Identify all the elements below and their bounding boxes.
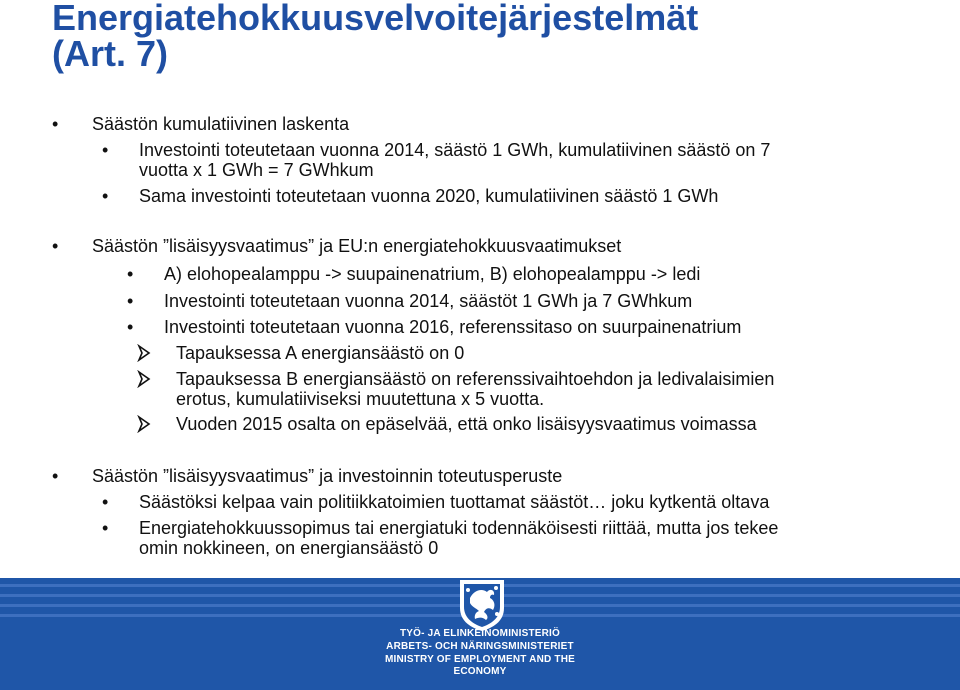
section2-subitem-3: Vuoden 2015 osalta on epäselvää, että onko lisäisyysvaatimus voimassa xyxy=(176,414,757,434)
bullet-icon: • xyxy=(52,236,59,256)
bullet-icon: • xyxy=(102,518,109,538)
section2-heading: Säästön ”lisäisyysvaatimus” ja EU:n energiatehokkuusvaatimukset xyxy=(92,236,622,256)
section3-heading: Säästön ”lisäisyysvaatimus” ja investoinnin toteutusperuste xyxy=(92,466,563,486)
section2-item-2: Investointi toteutetaan vuonna 2014, säästöt 1 GWh ja 7 GWhkum xyxy=(164,291,693,311)
section3-item-1: Säästöksi kelpaa vain politiikkatoimien tuottamat säästöt… joku kytkentä oltava xyxy=(139,492,770,512)
ministry-name-fi: TYÖ- JA ELINKEINOMINISTERIÖ xyxy=(399,628,561,639)
ministry-footer xyxy=(0,578,960,690)
bullet-icon: • xyxy=(102,186,109,206)
bullet-icon: • xyxy=(102,492,109,512)
section1-item-1: Investointi toteutetaan vuonna 2014, säästö 1 GWh, kumulatiivinen säästö on 7 vuotta x 1 GWh = 7 GWhkum xyxy=(139,140,771,180)
section2-subitem-1: Tapauksessa A energiansäästö on 0 xyxy=(176,343,465,363)
section2-item-1: A) elohopealamppu -> suupainenatrium, B) elohopealamppu -> ledi xyxy=(164,264,701,284)
bullet-icon: • xyxy=(52,466,59,486)
bullet-icon: • xyxy=(127,317,134,337)
arrow-bullet-icon xyxy=(137,344,151,362)
section2-item-3: Investointi toteutetaan vuonna 2016, referenssitaso on suurpainenatrium xyxy=(164,317,742,337)
arrow-bullet-icon xyxy=(137,370,151,388)
arrow-bullet-icon xyxy=(137,415,151,433)
section3-item-2: Energiatehokkuussopimus tai energiatuki todennäköisesti riittää, mutta jos tekee omin nokkineen, on energiansäästö 0 xyxy=(139,518,779,558)
ministry-name-sv: ARBETS- OCH NÄRINGSMINISTERIET xyxy=(386,641,574,652)
bullet-icon: • xyxy=(102,140,109,160)
slide-title: Energiatehokkuusvelvoitejärjestelmät (Art. 7) xyxy=(52,0,699,74)
ministry-name-en: MINISTRY OF EMPLOYMENT AND THE ECONOMY xyxy=(384,654,576,677)
bullet-icon: • xyxy=(52,114,59,134)
bullet-icon: • xyxy=(127,291,134,311)
finnish-lion-coat-of-arms-icon xyxy=(456,578,508,632)
section1-heading: Säästön kumulatiivinen laskenta xyxy=(92,114,350,134)
bullet-icon: • xyxy=(127,264,134,284)
section1-item-2: Sama investointi toteutetaan vuonna 2020, kumulatiivinen säästö 1 GWh xyxy=(139,186,719,206)
section2-subitem-2: Tapauksessa B energiansäästö on referenssivaihtoehdon ja ledivalaisimien erotus, kumulatiiviseksi muutettuna x 5 vuotta. xyxy=(176,369,775,409)
